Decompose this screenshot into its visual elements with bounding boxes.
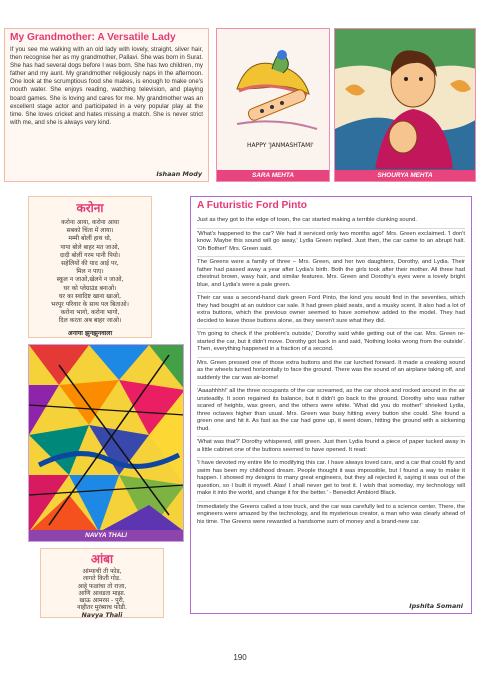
poem-amba: [40, 548, 164, 618]
mother-child-painting: [335, 29, 476, 172]
story-paragraph: Mrs. Green pressed one of those extra buttons and the car lurched forward. It made a creaking sound as the wheels turned horizontally to face the ground. There was the sound of an airplane taking off, and suddenly the car was air-borne!: [197, 357, 465, 383]
artwork-shourya-mehta: [334, 28, 476, 182]
story-grandmother: [4, 28, 209, 182]
poem-line: करोना आया, करोना आया: [61, 219, 119, 226]
poem-line: स्कूल न जाओ,खेलने न जाओ,: [56, 276, 124, 284]
poem-author: Navya Thali: [81, 611, 123, 619]
art-caption: SARA MEHTA: [217, 170, 329, 181]
poem-line: करोना भागो, करोना भागो,: [60, 309, 120, 317]
art-text: HAPPY 'JANMASHTAMI': [247, 142, 314, 149]
story-paragraph: 'What's happened to the car? We had it serviced only two months ago!' Mrs. Green exclaimed. 'I don't know. Maybe this sound will go away,' Lydia Green replied. Just then, the car came to an abrupt halt. 'Oh Bother!' Mrs. Green said.: [197, 228, 465, 254]
poem-line: घर का स्वादिष्ट खाना खाओ,: [58, 292, 122, 300]
poem-corona: [28, 196, 152, 338]
story-paragraph: Just as they got to the edge of town, the car started making a terrible clunking sound.: [197, 217, 417, 223]
poem-line: घर को प्लेग्राउंड बनाओ।: [63, 284, 117, 292]
story-paragraph: 'Aaaahhhh!' all the three occupants of the car screamed, as the car shook and rocked around in the air unsteadily. It soon regained its balance, but it didn't go back to the ground. Dorothy who was rather scared of heights, was green, and the others were white. 'What did you do mother!' shrieked Lydia, three octaves higher than usual. Mrs. Green was busy hitting every button she could. She found a green one and hit it. As fast as the car had gone up, it went down, hitting the ground with a sickening thud.: [197, 385, 465, 433]
artwork-sara-mehta: [216, 28, 330, 182]
poem-line: सबको चिंता में लाया।: [66, 227, 114, 235]
poem-author: अनाया झुनझुनवाला: [67, 329, 113, 337]
poem-line: आंम्याची ती फोड,: [82, 568, 122, 575]
poem-title: करोना: [76, 201, 104, 215]
poem-line: मम्मी बोलीं हाथ धो,: [68, 235, 112, 243]
story-paragraph: 'I'm going to check if the problem's outside,' Dorothy said while getting out of the car. Mrs. Green re-started the car, but it didn't move. Dorothy got back in and said, 'Nothing looks wrong from the outside'. Then, everything happened in a fraction of a second.: [197, 328, 465, 354]
story-title: A Futuristic Ford Pinto: [197, 200, 307, 211]
janmashtami-drawing: [217, 29, 330, 172]
story-paragraph: 'I have devoted my entire life to modifying this car. I have always loved cars, and a car that could fly and swim has been my childhood dream. People thought it was impossible, but I found a way to make it happen. I showed my designs to many great engineers, but they all rejected it, saying it was out of the question, so I built it myself. Alas! I shall never get to test it. I wish that someday, my technology will make it into the world, and change it for the better.' - Benedict Amblord Black.: [197, 457, 465, 498]
poem-line: लागते किती गोड.: [82, 575, 121, 583]
art-caption: NAVYA THALI: [29, 530, 183, 541]
story-author: Ipshita Somani: [409, 602, 463, 610]
story-futuristic-ford-pinto: [190, 196, 472, 614]
poem-line: आणि आवडता माझा.: [78, 589, 126, 597]
poem-line: खाऊ आमरस - पुरी,: [79, 597, 125, 605]
artwork-navya-thali: [28, 344, 184, 542]
poem-line: नाहीतर मुरंब्याच फोडी.: [77, 604, 127, 612]
poem-line: पापा बोले बाहर मत जाओ,: [60, 243, 120, 251]
page-number: 190: [233, 653, 247, 662]
story-paragraph: 'What was that?' Dorothy whispered, still green. Just then Lydia found a piece of paper tucked away in a little cabinet one of the buttons seemed to have opened. It read:: [197, 436, 465, 454]
story-title: My Grandmother: A Versatile Lady: [10, 32, 176, 43]
story-paragraph: The Greens were a family of three – Mrs. Green, and her two daughters, Dorothy, and Lydia. Their father had passed away a year after Lydia's birth. Both the girls took after their mother. All three had chestnut brown, wavy hair, and similar features. Mrs. Green and Dorothy's eyes were a lovely bright blue, and Lydia's were a pale green.: [197, 256, 465, 289]
story-paragraph: Immediately the Greens called a tow truck, and the car was carefully led to a science center. There, the engineers were amazed by the technology, and its mysterious creator, a man who was clearly ahead of his time. The Greens were rewarded a handsome sum of money and a brand-new car.: [197, 501, 465, 527]
art-caption: SHOURYA MEHTA: [335, 170, 475, 181]
poem-line: मिल न पाए।: [76, 268, 104, 276]
poem-line: दिल करता अब बाहर जाओ।: [58, 317, 122, 325]
story-author: Ishaan Mody: [156, 170, 202, 178]
story-paragraph: Their car was a second-hand dark green Ford Pinto, the kind you would find in the seventies, which they had bought at an outdoor car sale. It had green plaid seats, and a musky scent. It also had a lot of extra buttons, which the previous owner seemed to have somehow added to the model. They had decided to leave those buttons alone, as they weren't sure what they did.: [197, 292, 465, 325]
poem-title: आंबा: [90, 552, 114, 566]
poem-line: सहेलियों की याद आई पर,: [61, 260, 119, 268]
story-body: If you see me walking with an old lady with lovely, straight, silver hair, then recognise her as my grandmother, Pallavi. She was born in Surat. She has had several dogs before I was born. She has two children, my father and my aunt. My grandmother religiously naps in the afternoon. One look at the scrumptious food she makes, is enough to make one's mouth water. She enjoys reading, watching television, and playing board games. She is loving and cares for me. My grandmother was an excellent stage actor and participated in a very popular play at the time. She loves cricket and hates missing a match. She is never strict with me, and she is always very kind.: [10, 46, 203, 126]
abstract-mosaic: [29, 345, 184, 532]
poem-line: भरपूर परिवार के साथ पल बिताओ।: [51, 301, 129, 309]
poem-line: आहे फळांचा तो राजा,: [77, 582, 127, 590]
poem-line: दादी बोलीं गरम पानी पियो।: [59, 251, 121, 259]
